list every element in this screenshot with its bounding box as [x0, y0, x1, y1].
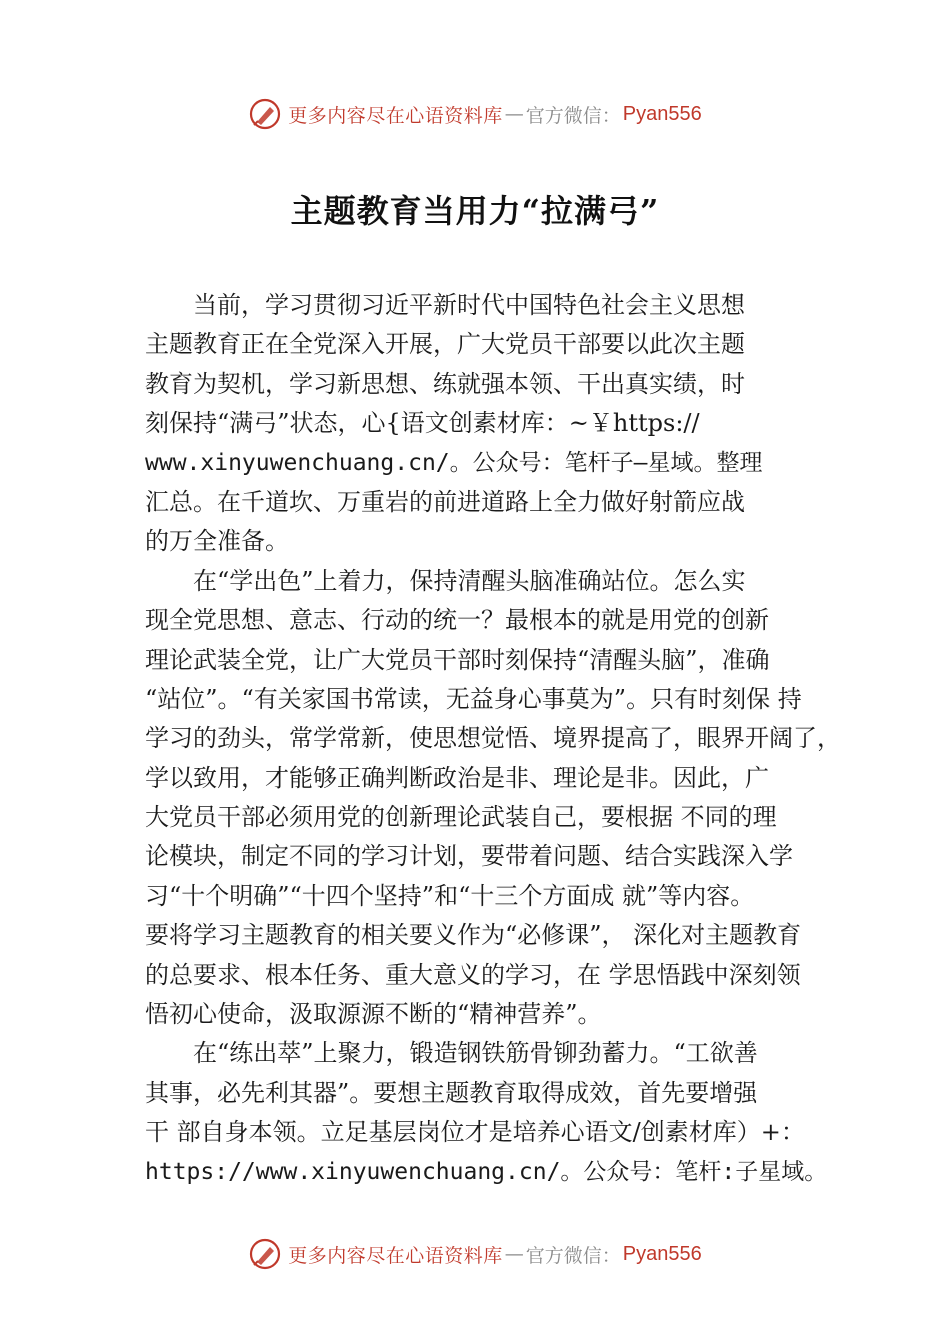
text-line: 主题教育正在全党深入开展，广大党员干部要以此次主题 — [145, 330, 745, 359]
text-line: 的总要求、根本任务、重大意义的学习，在 学思悟践中深刻领 — [145, 960, 801, 989]
text-line: www.xinyuwenchuang.cn/。公众号：笔杆子—星域。整理 — [145, 449, 763, 476]
text-line: 习“十个明确”“十四个坚持”和“十三个方面成 就”等内容。 — [145, 881, 755, 910]
banner-ad-text: 更多内容尽在心语资料库 — [288, 1244, 503, 1267]
text-line: 刻保持“满弓”状态，心{语文创素材库：~￥https:// — [145, 409, 700, 438]
article-body — [145, 286, 845, 1192]
text-line: 论模块，制定不同的学习计划，要带着问题、结合实践深入学 — [145, 842, 793, 871]
paragraph-3 — [145, 1034, 845, 1192]
text-line: “站位”。“有关家国书常读，无益身心事莫为”。只有时刻保 持 — [145, 684, 802, 713]
header-watermark-banner — [0, 94, 950, 134]
text-line: 学以致用，才能够正确判断政治是非、理论是非。因此，广 — [145, 763, 769, 792]
pen-nib-icon — [248, 1237, 282, 1271]
text-line: 大党员干部必须用党的创新理论武装自己，要根据 不同的理 — [145, 803, 777, 832]
text-line: 汇总。在千道坎、万重岩的前进道路上全力做好射箭应战 — [145, 487, 745, 516]
banner-dash: — — [504, 103, 524, 125]
banner-dash: — — [504, 1243, 524, 1265]
banner-account: Pyan556 — [622, 1242, 702, 1265]
banner-ad-text: 更多内容尽在心语资料库 — [288, 104, 503, 127]
text-line: 现全党思想、意志、行动的统一？最根本的就是用党的创新 — [145, 606, 769, 635]
paragraph-2 — [145, 562, 845, 1035]
banner-wechat-label: 官方微信： — [525, 1244, 621, 1267]
text-line: 教育为契机，学习新思想、练就强本领、干出真实绩，时 — [145, 369, 745, 398]
text-line: 干 部自身本领。立足基层岗位才是培养心语文/创素材库）+： — [145, 1118, 805, 1147]
text-line: 悟初心使命，汲取源源不断的“精神营养”。 — [145, 1000, 602, 1029]
text-line: 理论武装全党，让广大党员干部时刻保持“清醒头脑”，准确 — [145, 645, 770, 674]
text-line: 要将学习主题教育的相关要义作为“必修课”， 深化对主题教育 — [145, 921, 802, 950]
text-line: 的万全准备。 — [145, 527, 289, 556]
page-title: 主题教育当用力“拉满弓” — [290, 192, 660, 230]
text-line: 在“学出色”上着力，保持清醒头脑准确站位。怎么实 — [193, 566, 746, 595]
banner-account: Pyan556 — [622, 102, 702, 125]
paragraph-1 — [145, 286, 845, 562]
text-line: 在“练出萃”上聚力，锻造钢铁筋骨铆劲蓄力。“工欲善 — [193, 1039, 758, 1068]
text-line: 学习的劲头，常学常新，使思想觉悟、境界提高了，眼界开阔了， — [145, 724, 841, 753]
text-line: https://www.xinyuwenchuang.cn/。公众号：笔杆:子星域。 — [145, 1158, 828, 1185]
footer-watermark-banner — [0, 1234, 950, 1274]
text-line: 当前，学习贯彻习近平新时代中国特色社会主义思想 — [193, 291, 745, 319]
pen-nib-icon — [248, 97, 282, 131]
text-line: 其事，必先利其器”。要想主题教育取得成效，首先要增强 — [145, 1078, 758, 1107]
banner-wechat-label: 官方微信： — [525, 104, 621, 127]
